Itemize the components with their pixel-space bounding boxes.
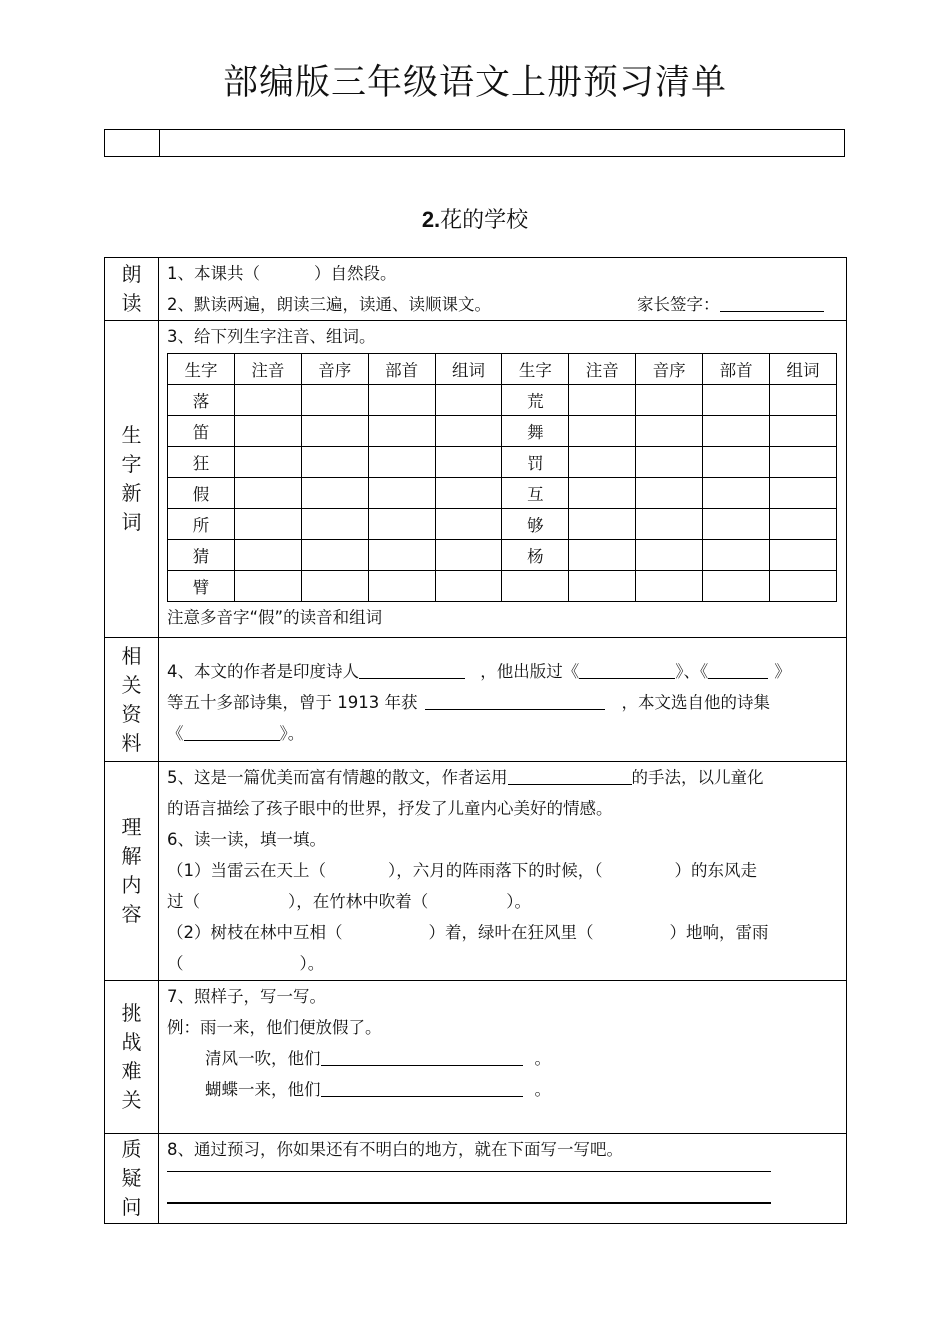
header-info-box <box>104 129 845 157</box>
question-4-line-1: 4、本文的作者是印度诗人 ，他出版过《 》、《 》 <box>167 662 791 681</box>
table-row: 假 互 <box>168 478 837 509</box>
section-reading <box>105 258 847 321</box>
question-6-part-2b: （ ）。 <box>167 954 325 973</box>
table-row: 落 荒 <box>168 385 837 416</box>
question-7: 7、照样子，写一写。 <box>167 987 326 1006</box>
sentence-2-blank[interactable] <box>321 1078 523 1097</box>
section-label-related: 相 关 资 料 <box>105 638 159 762</box>
section-related-info <box>105 638 847 762</box>
section-challenge <box>105 981 847 1134</box>
section-new-characters <box>105 321 847 638</box>
lesson-name: 花的学校 <box>440 208 529 233</box>
question-6: 6、读一读，填一填。 <box>167 830 326 849</box>
document-title: 部编版三年级语文上册预习清单 <box>222 63 727 103</box>
sentence-2: 蝴蝶一来，他们 。 <box>205 1080 551 1099</box>
section-comprehension <box>105 762 847 981</box>
example-sentence: 例：雨一来，他们便放假了。 <box>167 1018 382 1037</box>
table-row: 狂 罚 <box>168 447 837 478</box>
section-label-reading: 朗 读 <box>105 258 159 321</box>
lesson-number: 2. <box>421 207 441 232</box>
preview-table <box>104 257 847 1224</box>
question-5-line-1: 5、这是一篇优美而富有情趣的散文，作者运用 的手法，以儿童化 <box>167 768 764 787</box>
table-row: 臂 <box>168 571 837 602</box>
question-4-line-2: 等五十多部诗集，曾于 1913 年获 ，本文选自他的诗集 <box>167 693 770 712</box>
section-label-characters: 生 字 新 词 <box>105 321 159 638</box>
header-divider <box>159 130 160 156</box>
polyphone-note: 注意多音字“假”的读音和组词 <box>167 608 383 627</box>
question-6-part-2a: （2）树枝在林中互相（ ）着，绿叶在狂风里（ ）地响，雷雨 <box>167 923 769 942</box>
question-6-part-1a: （1）当雷云在天上（ ），六月的阵雨落下的时候，（ ）的东风走 <box>167 861 757 880</box>
parent-signature-blank[interactable] <box>720 293 824 312</box>
character-table <box>167 353 837 602</box>
answer-line-2[interactable] <box>167 1172 771 1204</box>
table-row: 猜 杨 <box>168 540 837 571</box>
section-questions <box>105 1134 847 1224</box>
table-row: 所 够 <box>168 509 837 540</box>
question-3: 3、给下列生字注音、组词。 <box>167 327 376 346</box>
section-label-questions: 质 疑 问 <box>105 1134 159 1224</box>
question-4-line-3: 《 》。 <box>167 724 305 743</box>
sentence-1-blank[interactable] <box>321 1047 523 1066</box>
section-label-challenge: 挑 战 难 关 <box>105 981 159 1134</box>
question-8: 8、通过预习，你如果还有不明白的地方，就在下面写一写吧。 <box>167 1140 623 1159</box>
answer-line-1[interactable] <box>167 1165 771 1172</box>
question-6-part-1b: 过（ ），在竹林中吹着（ ）。 <box>167 892 531 911</box>
section-label-comprehension: 理 解 内 容 <box>105 762 159 981</box>
sentence-1: 清风一吹，他们 。 <box>205 1049 551 1068</box>
lesson-title <box>0 203 950 234</box>
question-5-line-2: 的语言描绘了孩子眼中的世界，抒发了儿童内心美好的情感。 <box>167 799 613 818</box>
question-1: 1、本课共（ ）自然段。 <box>167 264 397 283</box>
parent-signature-label: 家长签字： <box>637 295 720 314</box>
character-table-header: 生字 注音 音序 部首 组词 生字 注音 音序 部首 组词 <box>168 354 837 385</box>
table-row: 笛 舞 <box>168 416 837 447</box>
question-2: 2、默读两遍，朗读三遍，读通、读顺课文。 家长签字： <box>167 289 838 320</box>
